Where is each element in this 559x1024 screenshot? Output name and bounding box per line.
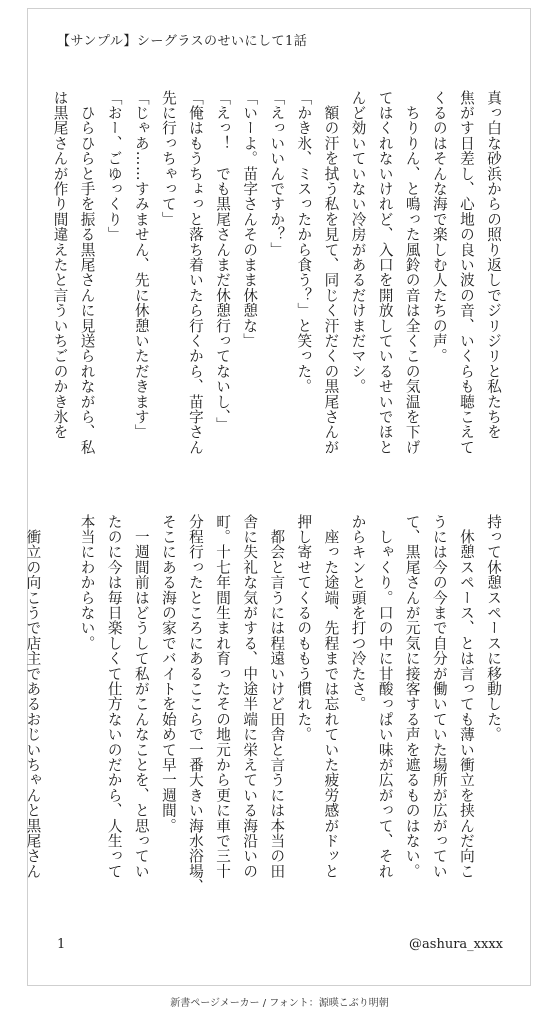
page-title: 【サンプル】シーグラスのせいにして1話 bbox=[57, 34, 308, 49]
body-text-upper: 真っ白な砂浜からの照り返しでジリジリと私たちを 焦がす日差し、心地の良い波の音、いくらも聴こえて くるのはそんな海で楽しむ人たちの声。 ちりりん、と鳴った風鈴の音は全くこの気温を下げ てはくれないけれど、入口を開放しているせいでほと んど効いていない冷房があるだけまだマシ。 額の汗を拭う私を見て、同じく汗だくの黒尾さんが 「かき氷、ミスったから食う？」と笑った。 「えっいいんですか？」 「いーよ。苗字さんそのまま休憩な」 「えっ！ でも黒尾さんまだ休憩行ってないし、」 「俺はもうちょっと落ち着いたら行くから、苗字さん 先に行っちゃって」 「じゃあ……すみません、先に休憩いただきます」 「おー、ごゆっくり」 ひらひらと手を振る黒尾さんに見送られながら、私 は黒尾さんが作り間違えたと言ういちごのかき氷を bbox=[51, 90, 502, 455]
page-number: 1 bbox=[57, 937, 66, 952]
credit-line: 新書ページメーカー / フォント：源暎こぶり明朝 bbox=[170, 998, 389, 1009]
author-handle: @ashura_xxxx bbox=[409, 937, 503, 952]
body-text-lower: 持って休憩スペースに移動した。 休憩スペース、とは言っても薄い衝立を挟んだ向こ うには今の今まで自分が働いていた場所が広がってい て、黒尾さんが元気に接客する声を遮るものはない。 しゃくり。口の中に甘酸っぱい味が広がって、それ からキンと頭を打つ冷たさ。 座った途端、先程までは忘れていた疲労感がドッと 押し寄せてくるのももう慣れた。 都会と言うには程遠いけど田舎と言うには本当の田 舎に失礼な気がする、中途半端に栄えている海沿いの 町。十七年間生まれ育ったその地元から更に車で三十 分程行ったところにあるここらで一番大きい海水浴場、 そこにある海の家でバイトを始めて早一週間。 一週間前はどうして私がこんなことを、と思ってい たのに今は毎日楽しくて仕方ないのだから、人生って 本当にわからない。 衝立の向こうで店主であるおじいちゃんと黒尾さん bbox=[24, 514, 502, 894]
